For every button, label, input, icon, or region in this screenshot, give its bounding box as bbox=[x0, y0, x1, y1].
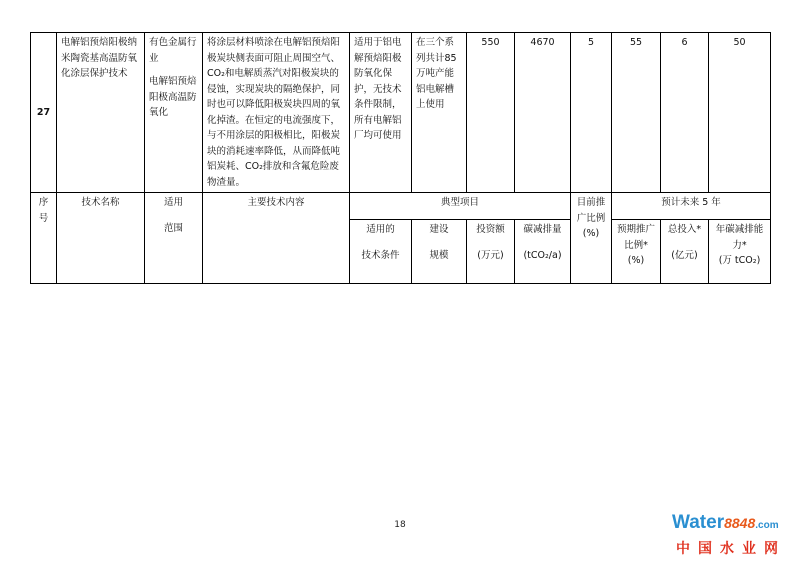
header-no: 序号 bbox=[31, 193, 57, 284]
header-scale-line-2: 规模 bbox=[429, 249, 449, 261]
application-scope bbox=[145, 33, 203, 193]
header-current-ratio-line-2: 广比例 bbox=[576, 212, 606, 224]
total-investment-value: 6 bbox=[661, 33, 709, 193]
watermark-cn: 中国水业网 bbox=[676, 541, 786, 557]
header-expected-ratio bbox=[612, 220, 661, 284]
technology-table bbox=[30, 32, 771, 284]
header-expected-ratio-line-1: 预期推广 bbox=[616, 224, 655, 235]
header-annual-reduction-line-2: 力* bbox=[732, 239, 747, 251]
header-investment bbox=[467, 220, 515, 284]
header-scope-line-2: 范围 bbox=[163, 222, 183, 234]
row-number: 27 bbox=[31, 33, 57, 193]
header-reduction-line-1: 碳减排量 bbox=[523, 224, 562, 235]
header-total-investment bbox=[661, 220, 709, 284]
carbon-reduction-value: 4670 bbox=[515, 33, 571, 193]
technology-name: 电解铝预焙阳极纳米陶瓷基高温防氧化涂层保护技术 bbox=[57, 33, 145, 193]
watermark-logo bbox=[672, 513, 796, 558]
header-scope-line-1: 适用 bbox=[163, 197, 183, 208]
header-conditions-line-1: 适用的 bbox=[366, 224, 395, 235]
table-header-row-1 bbox=[31, 193, 771, 220]
annual-reduction-value: 50 bbox=[709, 33, 771, 193]
header-scale bbox=[412, 220, 467, 284]
watermark-brand bbox=[672, 513, 796, 536]
watermark-brand-suffix: .com bbox=[755, 520, 779, 531]
header-content: 主要技术内容 bbox=[203, 193, 350, 284]
main-technical-content: 将涂层材料喷涂在电解铝预焙阳极炭块侧表面可阻止周围空气、CO₂和电解质蒸汽对阳极炭块的侵蚀，实现炭块的隔绝保护，同时也可以降低阳极炭块四周的氧化掉渣。在恒定的电流强度下，与不用涂层的阳极相比，阳极炭块的消耗速率降低，从而降低吨铝炭耗、CO₂排放和含氟危险废物渣量。 bbox=[203, 33, 350, 193]
watermark-brand-main: Water bbox=[672, 512, 725, 533]
construction-scale: 在三个系列共计85万吨产能铝电解槽上使用 bbox=[412, 33, 467, 193]
header-current-ratio bbox=[571, 193, 612, 284]
expected-ratio-value: 55 bbox=[612, 33, 661, 193]
header-scope bbox=[145, 193, 203, 284]
header-reduction-line-2: (tCO₂/a) bbox=[523, 249, 562, 261]
header-name: 技术名称 bbox=[57, 193, 145, 284]
header-total-investment-label: 总投入* bbox=[667, 224, 702, 235]
header-annual-reduction-line-1: 年碳减排能 bbox=[715, 224, 764, 235]
header-reduction bbox=[515, 220, 571, 284]
technical-conditions: 适用于铝电解预焙阳极防氧化保护，无技术条件限制，所有电解铝厂均可使用 bbox=[350, 33, 412, 193]
header-total-investment-unit: (亿元) bbox=[671, 249, 698, 261]
header-current-ratio-line-3: (%) bbox=[582, 228, 600, 239]
header-investment-line-1: 投资额 bbox=[476, 224, 505, 235]
header-expected-ratio-line-2: 比例*(%) bbox=[624, 239, 648, 266]
watermark-brand-num: 8848 bbox=[724, 515, 756, 531]
header-annual-reduction bbox=[709, 220, 771, 284]
header-annual-reduction-line-3: (万 tCO₂) bbox=[718, 255, 761, 266]
header-conditions-line-2: 技术条件 bbox=[361, 249, 400, 261]
header-investment-line-2: (万元) bbox=[477, 249, 504, 261]
table-row-27 bbox=[31, 33, 771, 193]
header-typical-project: 典型项目 bbox=[350, 193, 571, 220]
header-conditions bbox=[350, 220, 412, 284]
page-number: 18 bbox=[394, 520, 406, 530]
header-forecast: 预计未来 5 年 bbox=[612, 193, 771, 220]
investment-value: 550 bbox=[467, 33, 515, 193]
header-current-ratio-line-1: 目前推 bbox=[576, 197, 606, 208]
current-ratio-value: 5 bbox=[571, 33, 612, 193]
scope-line-1: 有色金属行业 bbox=[149, 37, 197, 64]
scope-line-2: 电解铝预焙阳极高温防氧化 bbox=[149, 76, 197, 118]
header-scale-line-1: 建设 bbox=[429, 224, 449, 235]
